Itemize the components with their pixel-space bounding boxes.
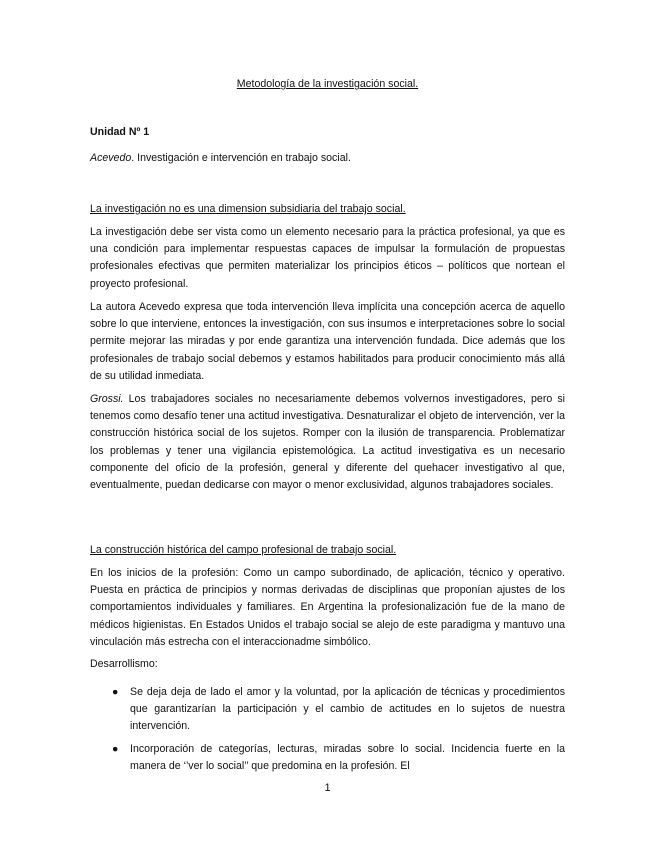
paragraph: Desarrollismo: [90,658,158,670]
list-item [90,741,565,775]
bullet-list-container [90,684,565,775]
list-item-text: Se deja deja de lado el amor y la voluntad, por la aplicación de técnicas y procedimientos que garantizarían la participación y el cambio de actitudes en lo sujetos de nuestra intervención. [130,686,565,733]
page-number: 1 [324,782,331,794]
list-item [90,684,565,736]
bullet-icon: ● [112,686,119,698]
reference-author: Acevedo [90,152,132,164]
paragraph-text: Los trabajadores sociales no necesariamente debemos volvernos investigadores, pero si tenemos como desafío tener una actitud investigativa. Desnaturalizar el objeto de intervención, ver la construcción histórica social de los sujetos. Romper con la ilusión de transparencia. Problematizar los problemas y tener una vigilancia epistemológica. La actitud investigativa es un necesario componente del oficio de la profesión, general y diferente del quehacer investigativo al que, eventualmente, puedan dedicarse con mayor o menor exclusividad, algunos trabajadores sociales. [90,393,565,492]
section-heading-1: La investigación no es una dimension subsidiaria del trabajo social. [90,203,406,215]
paragraph-author: Grossi. [90,393,124,405]
section-1-body [90,224,565,293]
section-2-body-2 [90,656,565,673]
section-1-body-2 [90,299,565,385]
section-1-body-3 [90,391,565,494]
paragraph: La autora Acevedo expresa que toda intervención lleva implícita una concepción acerca de aquello sobre lo que interviene, entonces la investigación, con sus insumos e interpretaciones sobre lo social permite mejorar las miradas y por ende garantiza una intervención fundada. Dice además que los profesionales de trabajo social debemos y estamos habilitados para producir conocimiento más allá de su utilidad inmediata. [90,301,565,382]
bullet-icon: ● [112,742,119,755]
reference-text: . Investigación e intervención en trabajo social. [131,152,351,164]
reference-line [90,152,351,164]
section-heading-2: La construcción histórica del campo profesional de trabajo social. [90,544,397,556]
unit-heading: Unidad Nº 1 [90,126,150,138]
paragraph: La investigación debe ser vista como un elemento necesario para la práctica profesional, ya que es una condición para implementar respuestas capaces de impulsar la formulación de propuestas profesionales efectivas que permiten materializar los principios éticos – políticos que nortean el proyecto profesional. [90,226,565,290]
document-title: Metodología de la investigación social. [236,78,419,90]
list-item-text: Incorporación de categorías, lecturas, miradas sobre lo social. Incidencia fuerte en la manera de ‘’ver lo social’’ que predomina en la profesión. El [130,742,565,772]
section-2-body [90,565,565,651]
bullet-list [90,684,565,775]
paragraph [90,391,565,494]
paragraph: En los inicios de la profesión: Como un campo subordinado, de aplicación, técnico y operativo. Puesta en práctica de principios y normas derivadas de disciplinas que proponían ajustes de los comportamientos individuales y familiares. En Argentina la profesionalización fue de la mano de médicos higienistas. En Estados Unidos el trabajo social se alejo de este paradigma y mantuvo una vinculación más estrecha con el interaccionadme simbólico. [90,567,565,648]
